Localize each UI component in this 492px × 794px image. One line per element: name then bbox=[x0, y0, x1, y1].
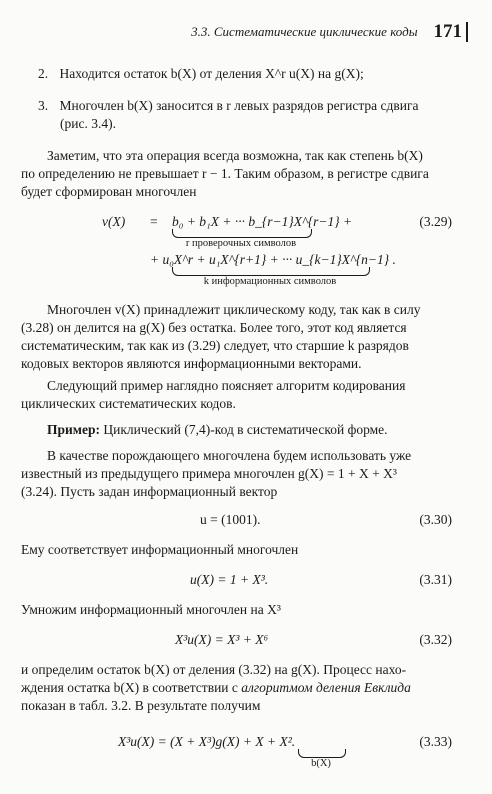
paragraph-line: Заметим, что эта операция всегда возможна, так как степень b(X) bbox=[47, 148, 423, 163]
brace-label: r проверочных символов bbox=[185, 238, 297, 249]
list-text: Многочлен b(X) заносится в r левых разрядов регистра сдвига bbox=[59, 98, 419, 113]
paragraph-line: кодовых векторов являются информационными векторами. bbox=[21, 356, 362, 371]
paragraph-line: Следующий пример наглядно поясняет алгоритм кодирования bbox=[47, 378, 406, 393]
paragraph-line: будет сформирован многочлен bbox=[21, 184, 197, 199]
paragraph-line: известный из предыдущего примера многочлен g(X) = 1 + X + X³ bbox=[21, 466, 397, 481]
paragraph-line: циклических систематических кодов. bbox=[21, 396, 236, 411]
eq-lhs: v(X) bbox=[102, 214, 126, 229]
equation: u(X) = 1 + X³. bbox=[190, 572, 269, 587]
example-text: Циклический (7,4)-код в систематической форме. bbox=[103, 422, 388, 437]
eq-equals: = bbox=[150, 214, 158, 229]
paragraph-line: показан в табл. 3.2. В результате получим bbox=[21, 698, 261, 713]
list-item bbox=[38, 96, 419, 116]
list-item bbox=[38, 64, 364, 84]
eq-row1: b₀ + b₁X + ··· b_{r−1}X^{r−1} + bbox=[172, 214, 353, 229]
example-label: Пример: bbox=[47, 422, 100, 437]
equation-number: (3.32) bbox=[419, 632, 452, 647]
equation: X³u(X) = X³ + X⁶ bbox=[175, 632, 269, 647]
equation-number: (3.30) bbox=[419, 512, 452, 527]
equation-number: (3.31) bbox=[419, 572, 452, 587]
paragraph-line bbox=[21, 678, 468, 698]
brace-label: b(X) bbox=[311, 758, 331, 769]
eq-row2: + u₀X^r + u₁X^{r+1} + ··· u_{k−1}X^{n−1} . bbox=[150, 252, 396, 267]
equation-number: (3.33) bbox=[419, 734, 452, 749]
eq-left: X³u(X) = (X + X³)g(X) + bbox=[118, 734, 256, 749]
list-number: 3. bbox=[38, 98, 49, 113]
equation: u = (1001). bbox=[200, 512, 261, 527]
running-title: 3.3. Систематические циклические коды bbox=[191, 24, 418, 39]
eq-remainder: X + X² bbox=[255, 734, 292, 749]
text-run: ждения остатка b(X) в соответствии с bbox=[21, 680, 242, 695]
page-number: 171 bbox=[434, 22, 469, 42]
list-number: 2. bbox=[38, 66, 49, 81]
paragraph-line: и определим остаток b(X) от деления (3.32) на g(X). Процесс нахо- bbox=[21, 662, 407, 677]
brace-label: k информационных символов bbox=[203, 276, 337, 287]
eq-dot: . bbox=[291, 734, 296, 749]
list-text: Находится остаток b(X) от деления X^r u(X) на g(X); bbox=[59, 66, 364, 81]
paragraph-line: (3.28) он делится на g(X) без остатка. Более того, этот код является bbox=[21, 320, 407, 335]
paragraph-line: В качестве порождающего многочлена будем использовать уже bbox=[47, 448, 412, 463]
paragraph-line: систематическим, так как из (3.29) следует, что старшие k разрядов bbox=[21, 338, 409, 353]
paragraph-line: Ему соответствует информационный многочлен bbox=[21, 542, 299, 557]
paragraph-line: (3.24). Пусть задан информационный вектор bbox=[21, 484, 278, 499]
paragraph-line: Умножим информационный многочлен на X³ bbox=[21, 602, 281, 617]
equation-number: (3.29) bbox=[419, 214, 452, 229]
emphasis-text: алгоритмом деления Евклида bbox=[241, 680, 411, 695]
page-header bbox=[175, 22, 468, 42]
list-text-continuation: (рис. 3.4). bbox=[60, 116, 116, 131]
eq-lhs bbox=[118, 732, 295, 752]
paragraph-line: по определению не превышает r − 1. Таким образом, в регистре сдвига bbox=[21, 166, 429, 181]
example-heading bbox=[47, 420, 468, 440]
paragraph-line: Многочлен v(X) принадлежит циклическому коду, так как в силу bbox=[47, 302, 421, 317]
